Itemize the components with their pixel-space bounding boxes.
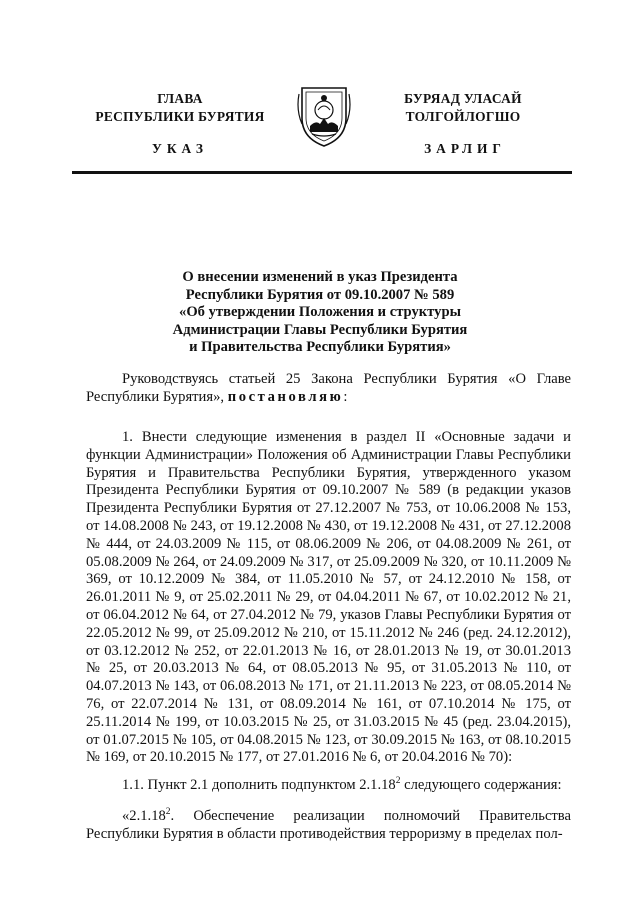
- issuer-line-2: РЕСПУБЛИКИ БУРЯТИЯ: [95, 109, 265, 124]
- intro-tail: :: [343, 388, 348, 405]
- item-1-1-start: 1.1. Пункт 2.1 дополнить подпунктом 2.1.18: [122, 777, 396, 793]
- quote-superscript: 2: [165, 807, 171, 818]
- item-1-paragraph: 1. Внести следующие изменения в раздел II «Основные задачи и функции Администрации» Положения об Администрации Главы Республики Бурятия и Правительства Республики Бурятия, утвержденного указом Президента Республики Бурятия от 09.10.2007 № 589 (в редакции указов Президента Республики Бурятия от 27.12.2007 № 753, от 10.06.2008 № 153, от 14.08.2008 № 243, от 19.12.2008 № 430, от 19.12.2008 № 431, от 27.12.2008 № 444, от 24.03.2009 № 115, от 08.06.2009 № 206, от 04.08.2009 № 261, от 05.08.2009 № 264, от 24.09.2009 № 317, от 25.09.2009 № 320, от 10.11.2009 № 369, от 10.12.2009 № 384, от 11.05.2010 № 57, от 24.12.2010 № 158, от 26.01.2011 № 9, от 25.02.2011 № 29, от 04.04.2011 № 67, от 10.02.2012 № 21, от 06.04.2012 № 64, от 27.04.2012 № 79, указов Главы Республики Бурятия от 22.05.2012 № 99, от 25.09.2012 № 210, от 15.11.2012 № 246 (ред. 24.12.2012), от 03.12.2012 № 252, от 22.01.2013 № 16, от 28.01.2013 № 19, от 30.01.2013 № 25, от 20.03.2013 № 64, от 08.05.2013 № 95, от 31.05.2013 № 110, от 04.07.2013 № 143, от 06.08.2013 № 171, от 21.11.2013 № 223, от 08.05.2014 № 76, от 22.07.2014 № 131, от 08.09.2014 № 161, от 07.10.2014 № 175, от 25.11.2014 № 199, от 10.03.2015 № 25, от 31.03.2015 № 45 (ред. 23.04.2015), от 01.07.2015 № 105, от 04.08.2015 № 123, от 30.09.2015 № 163, от 08.10.2015 № 169, от 20.10.2015 № 177, от 27.01.2016 № 6, от 20.04.2016 № 70):: [86, 429, 571, 766]
- title-line-2: Республики Бурятия от 09.10.2007 № 589: [185, 286, 455, 303]
- intro-paragraph: [86, 371, 571, 407]
- coat-of-arms-icon: [296, 80, 352, 150]
- issuer-line-1: ГЛАВА: [157, 91, 203, 106]
- decree-label-russian: УКАЗ: [152, 141, 208, 156]
- title-line-4: Администрации Главы Республики Бурятия: [172, 321, 468, 338]
- decree-label-buryat: ЗАРЛИГ: [424, 141, 506, 156]
- issuer-title-russian: [82, 90, 278, 126]
- title-line-5: и Правительства Республики Бурятия»: [189, 339, 451, 356]
- title-line-1: О внесении изменений в указ Президента: [182, 269, 458, 285]
- quote-end: . Обеспечение реализации полномочий Правительства Республики Бурятия в области противодействия терроризму в пределах пол-: [86, 808, 571, 842]
- document-title: [110, 269, 530, 357]
- quoted-subclause-paragraph: [86, 808, 571, 844]
- item-1-1-superscript: 2: [395, 776, 401, 787]
- issuer-line-1-buryat: БУРЯАД УЛАСАЙ: [404, 91, 522, 106]
- item-1-1-paragraph: [86, 777, 571, 795]
- issuer-title-buryat: [365, 90, 561, 126]
- title-line-3: «Об утверждении Положения и структуры: [179, 304, 461, 321]
- item-1-1-end: следующего содержания:: [400, 777, 562, 793]
- header-divider: [72, 171, 572, 174]
- quote-start: «2.1.18: [122, 808, 166, 824]
- issuer-line-2-buryat: ТОЛГОЙЛОГШО: [405, 109, 521, 124]
- intro-text: Руководствуясь статьей 25 Закона Республики Бурятия «О Главе Республики Бурятия»,: [86, 371, 571, 405]
- decision-keyword: постановляю: [227, 388, 344, 405]
